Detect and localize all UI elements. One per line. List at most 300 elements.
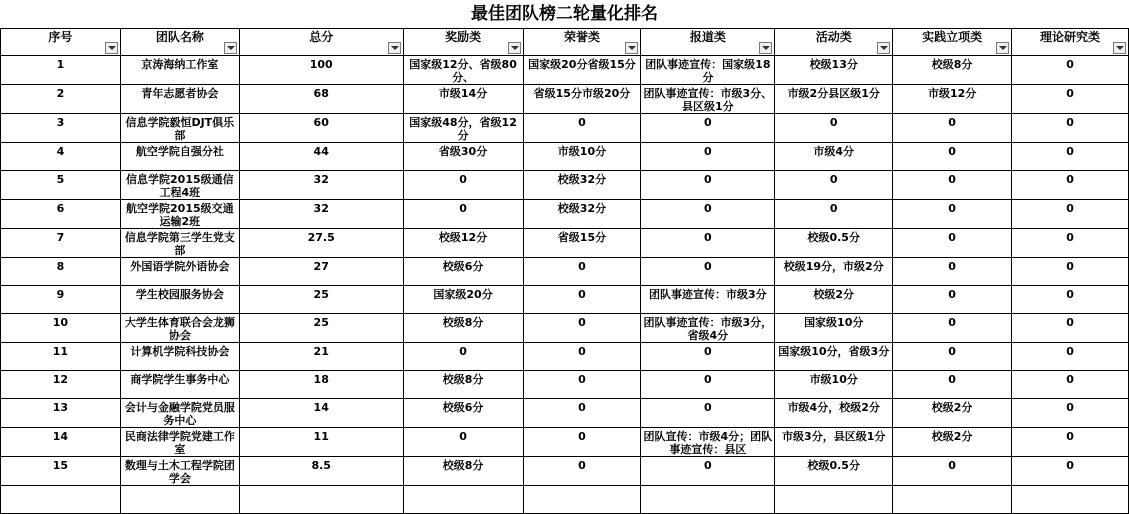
cell-value: 团队事迹宣传：国家级18分 xyxy=(645,58,771,84)
cell-value: 团队事迹宣传：市级3分，省级4分 xyxy=(643,316,773,342)
cell-practice[interactable] xyxy=(893,143,1012,171)
column-header-label: 报道类 xyxy=(689,30,726,44)
column-header-theory xyxy=(1012,29,1129,56)
cell-honor[interactable] xyxy=(523,286,641,314)
table-row xyxy=(1,85,1129,114)
cell-theory[interactable] xyxy=(1012,457,1129,486)
cell-award[interactable] xyxy=(403,371,523,399)
cell-value: 信息学院毅恒DJT俱乐部 xyxy=(125,116,235,142)
cell-value: 0 xyxy=(578,288,586,301)
cell-value: 0 xyxy=(948,345,956,358)
cell-award[interactable] xyxy=(403,143,523,171)
cell-theory[interactable] xyxy=(1012,399,1129,428)
cell-index[interactable] xyxy=(1,143,121,171)
cell-team-name[interactable] xyxy=(120,314,239,343)
cell-value: 0 xyxy=(578,345,586,358)
cell-value: 校级8分 xyxy=(931,58,973,71)
filter-dropdown-icon[interactable] xyxy=(508,42,521,54)
cell-index[interactable] xyxy=(1,85,121,114)
cell-value: 11 xyxy=(313,430,329,443)
cell-honor[interactable] xyxy=(523,171,641,200)
cell-team-name[interactable] xyxy=(120,85,239,114)
cell-activity[interactable] xyxy=(775,371,893,399)
cell-practice[interactable] xyxy=(893,399,1012,428)
cell-value: 0 xyxy=(578,116,586,129)
cell-report[interactable] xyxy=(641,229,775,258)
empty-cell[interactable] xyxy=(120,486,239,514)
cell-honor[interactable] xyxy=(523,371,641,399)
cell-value: 国家级10分，省级3分 xyxy=(778,345,890,358)
cell-total-score[interactable] xyxy=(239,171,403,200)
cell-theory[interactable] xyxy=(1012,143,1129,171)
cell-award[interactable] xyxy=(403,457,523,486)
cell-index[interactable] xyxy=(1,399,121,428)
cell-value: 0 xyxy=(704,373,712,386)
table-row xyxy=(1,258,1129,286)
cell-value: 1 xyxy=(56,58,65,71)
cell-practice[interactable] xyxy=(893,428,1012,457)
cell-value: 0 xyxy=(1066,145,1074,158)
cell-honor[interactable] xyxy=(523,200,641,229)
cell-report[interactable] xyxy=(641,399,775,428)
column-header-activity xyxy=(775,29,893,56)
filter-dropdown-icon[interactable] xyxy=(877,42,890,54)
empty-cell[interactable] xyxy=(1,486,121,514)
cell-value: 100 xyxy=(309,58,333,71)
empty-cell[interactable] xyxy=(641,486,775,514)
cell-team-name[interactable] xyxy=(120,171,239,200)
cell-value: 0 xyxy=(704,345,712,358)
cell-total-score[interactable] xyxy=(239,314,403,343)
cell-value: 0 xyxy=(578,459,586,472)
cell-activity[interactable] xyxy=(775,143,893,171)
cell-total-score[interactable] xyxy=(239,286,403,314)
cell-award[interactable] xyxy=(403,85,523,114)
cell-value: 0 xyxy=(948,459,956,472)
cell-team-name[interactable] xyxy=(120,56,239,85)
cell-value: 校级2分 xyxy=(931,401,973,414)
filter-dropdown-icon[interactable] xyxy=(105,42,118,54)
cell-value: 校级0.5分 xyxy=(807,459,860,472)
filter-dropdown-icon[interactable] xyxy=(1113,42,1126,54)
cell-value: 市级12分 xyxy=(927,87,977,100)
cell-value: 3 xyxy=(56,116,65,129)
empty-row xyxy=(1,486,1129,514)
cell-activity[interactable] xyxy=(775,286,893,314)
cell-value: 0 xyxy=(1066,316,1074,329)
cell-team-name[interactable] xyxy=(120,258,239,286)
cell-honor[interactable] xyxy=(523,457,641,486)
cell-value: 0 xyxy=(1066,288,1074,301)
cell-report[interactable] xyxy=(641,114,775,143)
cell-report[interactable] xyxy=(641,200,775,229)
cell-report[interactable] xyxy=(641,371,775,399)
cell-honor[interactable] xyxy=(523,143,641,171)
cell-value: 团队事迹宣传：市级3分 xyxy=(649,288,767,301)
cell-honor[interactable] xyxy=(523,229,641,258)
cell-value: 0 xyxy=(1066,430,1074,443)
cell-value: 校级2分 xyxy=(813,288,855,301)
cell-report[interactable] xyxy=(641,457,775,486)
cell-value: 0 xyxy=(948,116,956,129)
column-header-label: 活动类 xyxy=(815,30,852,44)
cell-value: 44 xyxy=(313,145,329,158)
cell-theory[interactable] xyxy=(1012,314,1129,343)
cell-value: 0 xyxy=(1066,173,1074,186)
cell-activity[interactable] xyxy=(775,343,893,371)
cell-value: 6 xyxy=(56,202,65,215)
cell-award[interactable] xyxy=(403,56,523,85)
empty-cell[interactable] xyxy=(775,486,893,514)
cell-theory[interactable] xyxy=(1012,428,1129,457)
cell-value: 校级12分 xyxy=(438,231,488,244)
cell-value: 0 xyxy=(1066,401,1074,414)
cell-theory[interactable] xyxy=(1012,85,1129,114)
cell-value: 校级32分 xyxy=(557,202,607,215)
cell-activity[interactable] xyxy=(775,258,893,286)
cell-activity[interactable] xyxy=(775,171,893,200)
cell-theory[interactable] xyxy=(1012,371,1129,399)
cell-value: 学生校园服务协会 xyxy=(135,288,224,301)
cell-honor[interactable] xyxy=(523,428,641,457)
cell-value: 0 xyxy=(704,202,712,215)
cell-report[interactable] xyxy=(641,56,775,85)
cell-team-name[interactable] xyxy=(120,428,239,457)
column-header-label: 荣誉类 xyxy=(563,30,600,44)
cell-team-name[interactable] xyxy=(120,143,239,171)
cell-practice[interactable] xyxy=(893,56,1012,85)
cell-value: 大学生体育联合会龙狮协会 xyxy=(124,316,235,342)
cell-value: 0 xyxy=(704,116,712,129)
cell-value: 校级19分，市级2分 xyxy=(783,260,884,273)
filter-dropdown-icon[interactable] xyxy=(224,42,237,54)
column-header-report xyxy=(641,29,775,56)
column-header-practice xyxy=(893,29,1012,56)
cell-value: 27.5 xyxy=(307,231,335,244)
cell-team-name[interactable] xyxy=(120,371,239,399)
cell-value: 21 xyxy=(313,345,329,358)
cell-award[interactable] xyxy=(403,258,523,286)
cell-total-score[interactable] xyxy=(239,371,403,399)
sheet-title: 最佳团队榜二轮量化排名 xyxy=(471,4,658,24)
cell-value: 0 xyxy=(829,173,838,186)
cell-total-score[interactable] xyxy=(239,258,403,286)
cell-report[interactable] xyxy=(641,171,775,200)
cell-value: 0 xyxy=(459,202,467,215)
cell-theory[interactable] xyxy=(1012,114,1129,143)
cell-value: 0 xyxy=(578,401,586,414)
cell-value: 0 xyxy=(578,373,586,386)
cell-practice[interactable] xyxy=(893,229,1012,258)
empty-cell[interactable] xyxy=(1012,486,1129,514)
cell-value: 0 xyxy=(1066,116,1074,129)
table-row xyxy=(1,229,1129,258)
column-header-label: 团队名称 xyxy=(155,30,204,44)
empty-cell[interactable] xyxy=(403,486,523,514)
cell-team-name[interactable] xyxy=(120,343,239,371)
cell-value: 0 xyxy=(948,231,956,244)
cell-index[interactable] xyxy=(1,56,121,85)
cell-team-name[interactable] xyxy=(120,286,239,314)
empty-cell[interactable] xyxy=(239,486,403,514)
table-row xyxy=(1,428,1129,457)
cell-theory[interactable] xyxy=(1012,171,1129,200)
cell-value: 校级2分 xyxy=(931,430,973,443)
cell-activity[interactable] xyxy=(775,229,893,258)
cell-honor[interactable] xyxy=(523,56,641,85)
cell-practice[interactable] xyxy=(893,258,1012,286)
cell-index[interactable] xyxy=(1,200,121,229)
cell-award[interactable] xyxy=(403,171,523,200)
cell-value: 0 xyxy=(704,401,712,414)
cell-value: 25 xyxy=(313,288,329,301)
cell-activity[interactable] xyxy=(775,457,893,486)
cell-total-score[interactable] xyxy=(239,229,403,258)
cell-value: 市级4分 xyxy=(813,145,855,158)
cell-value: 市级4分，校级2分 xyxy=(787,401,880,414)
cell-report[interactable] xyxy=(641,428,775,457)
table-row xyxy=(1,56,1129,85)
cell-value: 市级3分，县区级1分 xyxy=(782,430,886,443)
column-header-label: 理论研究类 xyxy=(1040,30,1101,44)
cell-practice[interactable] xyxy=(893,457,1012,486)
cell-index[interactable] xyxy=(1,114,121,143)
cell-index[interactable] xyxy=(1,258,121,286)
cell-value: 8 xyxy=(56,260,65,273)
cell-value: 0 xyxy=(1066,345,1074,358)
cell-report[interactable] xyxy=(641,314,775,343)
cell-value: 市级2分县区级1分 xyxy=(787,87,880,100)
filter-dropdown-icon[interactable] xyxy=(625,42,638,54)
cell-total-score[interactable] xyxy=(239,85,403,114)
cell-value: 国家级12分、省级80分、 xyxy=(409,58,517,84)
cell-value: 27 xyxy=(313,260,329,273)
cell-honor[interactable] xyxy=(523,343,641,371)
cell-report[interactable] xyxy=(641,258,775,286)
cell-value: 国家级48分，省级12分 xyxy=(409,116,517,142)
table-row xyxy=(1,114,1129,143)
cell-value: 信息学院2015级通信工程4班 xyxy=(126,173,234,199)
filter-dropdown-icon[interactable] xyxy=(759,42,772,54)
cell-award[interactable] xyxy=(403,114,523,143)
header-row xyxy=(1,29,1129,56)
cell-value: 0 xyxy=(948,260,956,273)
cell-honor[interactable] xyxy=(523,399,641,428)
cell-value: 0 xyxy=(704,459,712,472)
cell-honor[interactable] xyxy=(523,258,641,286)
cell-award[interactable] xyxy=(403,428,523,457)
cell-team-name[interactable] xyxy=(120,399,239,428)
cell-value: 0 xyxy=(948,202,956,215)
cell-value: 0 xyxy=(1066,202,1074,215)
cell-honor[interactable] xyxy=(523,85,641,114)
cell-report[interactable] xyxy=(641,343,775,371)
cell-theory[interactable] xyxy=(1012,229,1129,258)
cell-value: 京涛海纳工作室 xyxy=(141,58,219,71)
cell-total-score[interactable] xyxy=(239,143,403,171)
cell-value: 0 xyxy=(704,145,712,158)
cell-value: 信息学院第三学生党支部 xyxy=(124,231,235,257)
cell-value: 60 xyxy=(313,116,329,129)
cell-index[interactable] xyxy=(1,314,121,343)
cell-value: 12 xyxy=(52,373,69,386)
cell-value: 民商法律学院党建工作室 xyxy=(124,430,235,456)
cell-report[interactable] xyxy=(641,286,775,314)
table-row xyxy=(1,399,1129,428)
table-row xyxy=(1,143,1129,171)
cell-activity[interactable] xyxy=(775,56,893,85)
column-header-total-score xyxy=(239,29,403,56)
cell-value: 0 xyxy=(829,116,838,129)
cell-theory[interactable] xyxy=(1012,343,1129,371)
empty-cell[interactable] xyxy=(893,486,1012,514)
column-header-award xyxy=(403,29,523,56)
cell-value: 市级10分 xyxy=(809,373,858,386)
cell-value: 省级15分市级20分 xyxy=(533,87,631,100)
cell-award[interactable] xyxy=(403,343,523,371)
column-header-index xyxy=(1,29,121,56)
cell-total-score[interactable] xyxy=(239,114,403,143)
column-header-honor xyxy=(523,29,641,56)
cell-index[interactable] xyxy=(1,371,121,399)
table-row xyxy=(1,457,1129,486)
cell-total-score[interactable] xyxy=(239,457,403,486)
cell-theory[interactable] xyxy=(1012,258,1129,286)
cell-value: 10 xyxy=(52,316,69,329)
cell-value: 校级32分 xyxy=(557,173,607,186)
cell-value: 省级30分 xyxy=(438,145,488,158)
cell-value: 商学院学生事务中心 xyxy=(130,373,230,386)
table-body xyxy=(1,56,1129,514)
cell-value: 0 xyxy=(948,288,956,301)
cell-value: 航空学院自强分社 xyxy=(135,145,224,158)
table-row xyxy=(1,200,1129,229)
cell-practice[interactable] xyxy=(893,85,1012,114)
cell-total-score[interactable] xyxy=(239,56,403,85)
cell-value: 8.5 xyxy=(311,459,331,472)
cell-value: 0 xyxy=(948,145,956,158)
cell-index[interactable] xyxy=(1,457,121,486)
cell-award[interactable] xyxy=(403,286,523,314)
cell-total-score[interactable] xyxy=(239,428,403,457)
cell-award[interactable] xyxy=(403,229,523,258)
cell-value: 校级0.5分 xyxy=(807,231,860,244)
cell-team-name[interactable] xyxy=(120,200,239,229)
cell-activity[interactable] xyxy=(775,114,893,143)
cell-value: 国家级20分 xyxy=(433,288,493,301)
table-row xyxy=(1,314,1129,343)
table-row xyxy=(1,286,1129,314)
cell-award[interactable] xyxy=(403,314,523,343)
filter-dropdown-icon[interactable] xyxy=(388,42,401,54)
cell-award[interactable] xyxy=(403,399,523,428)
cell-index[interactable] xyxy=(1,286,121,314)
cell-value: 0 xyxy=(948,316,956,329)
cell-report[interactable] xyxy=(641,143,775,171)
filter-dropdown-icon[interactable] xyxy=(996,42,1009,54)
cell-value: 校级13分 xyxy=(809,58,858,71)
cell-value: 32 xyxy=(313,173,329,186)
cell-value: 计算机学院科技协会 xyxy=(130,345,230,358)
cell-value: 校级6分 xyxy=(442,401,484,414)
cell-value: 航空学院2015级交通运输2班 xyxy=(126,202,234,228)
cell-value: 校级8分 xyxy=(442,459,484,472)
cell-honor[interactable] xyxy=(523,314,641,343)
cell-value: 校级6分 xyxy=(442,260,484,273)
cell-activity[interactable] xyxy=(775,85,893,114)
cell-practice[interactable] xyxy=(893,286,1012,314)
cell-award[interactable] xyxy=(403,200,523,229)
cell-total-score[interactable] xyxy=(239,343,403,371)
cell-value: 32 xyxy=(313,202,329,215)
cell-value: 0 xyxy=(704,231,712,244)
cell-total-score[interactable] xyxy=(239,399,403,428)
cell-practice[interactable] xyxy=(893,171,1012,200)
cell-value: 14 xyxy=(52,430,69,443)
cell-value: 国家级10分 xyxy=(804,316,864,329)
cell-value: 0 xyxy=(459,430,467,443)
cell-value: 0 xyxy=(704,260,712,273)
cell-value: 市级14分 xyxy=(438,87,488,100)
cell-value: 0 xyxy=(1066,373,1074,386)
cell-team-name[interactable] xyxy=(120,114,239,143)
cell-theory[interactable] xyxy=(1012,286,1129,314)
cell-value: 0 xyxy=(578,316,586,329)
cell-practice[interactable] xyxy=(893,371,1012,399)
cell-value: 9 xyxy=(56,288,65,301)
cell-practice[interactable] xyxy=(893,200,1012,229)
cell-team-name[interactable] xyxy=(120,229,239,258)
cell-practice[interactable] xyxy=(893,114,1012,143)
cell-value: 会计与金融学院党员服务中心 xyxy=(124,401,235,427)
cell-index[interactable] xyxy=(1,171,121,200)
column-header-label: 序号 xyxy=(48,30,73,44)
column-header-team-name xyxy=(120,29,239,56)
cell-practice[interactable] xyxy=(893,343,1012,371)
cell-team-name[interactable] xyxy=(120,457,239,486)
cell-value: 68 xyxy=(313,87,329,100)
cell-value: 0 xyxy=(578,260,586,273)
cell-activity[interactable] xyxy=(775,200,893,229)
cell-theory[interactable] xyxy=(1012,200,1129,229)
cell-theory[interactable] xyxy=(1012,56,1129,85)
cell-value: 数理与土木工程学院团学会 xyxy=(124,459,235,485)
cell-value: 团队事迹宣传：市级3分、县区级1分 xyxy=(643,87,773,113)
cell-value: 青年志愿者协会 xyxy=(141,87,219,100)
cell-activity[interactable] xyxy=(775,399,893,428)
cell-index[interactable] xyxy=(1,229,121,258)
cell-index[interactable] xyxy=(1,428,121,457)
cell-activity[interactable] xyxy=(775,428,893,457)
cell-index[interactable] xyxy=(1,343,121,371)
cell-practice[interactable] xyxy=(893,314,1012,343)
cell-report[interactable] xyxy=(641,85,775,114)
cell-activity[interactable] xyxy=(775,314,893,343)
cell-value: 7 xyxy=(56,231,65,244)
cell-value: 0 xyxy=(1066,459,1074,472)
cell-value: 0 xyxy=(829,202,838,215)
empty-cell[interactable] xyxy=(523,486,641,514)
cell-value: 市级10分 xyxy=(557,145,607,158)
cell-honor[interactable] xyxy=(523,114,641,143)
cell-value: 外国语学院外语协会 xyxy=(130,260,230,273)
cell-value: 11 xyxy=(52,345,69,358)
cell-value: 15 xyxy=(52,459,69,472)
cell-total-score[interactable] xyxy=(239,200,403,229)
column-header-label: 实践立项类 xyxy=(922,30,983,44)
cell-value: 0 xyxy=(459,173,467,186)
cell-value: 国家级20分省级15分 xyxy=(528,58,636,71)
